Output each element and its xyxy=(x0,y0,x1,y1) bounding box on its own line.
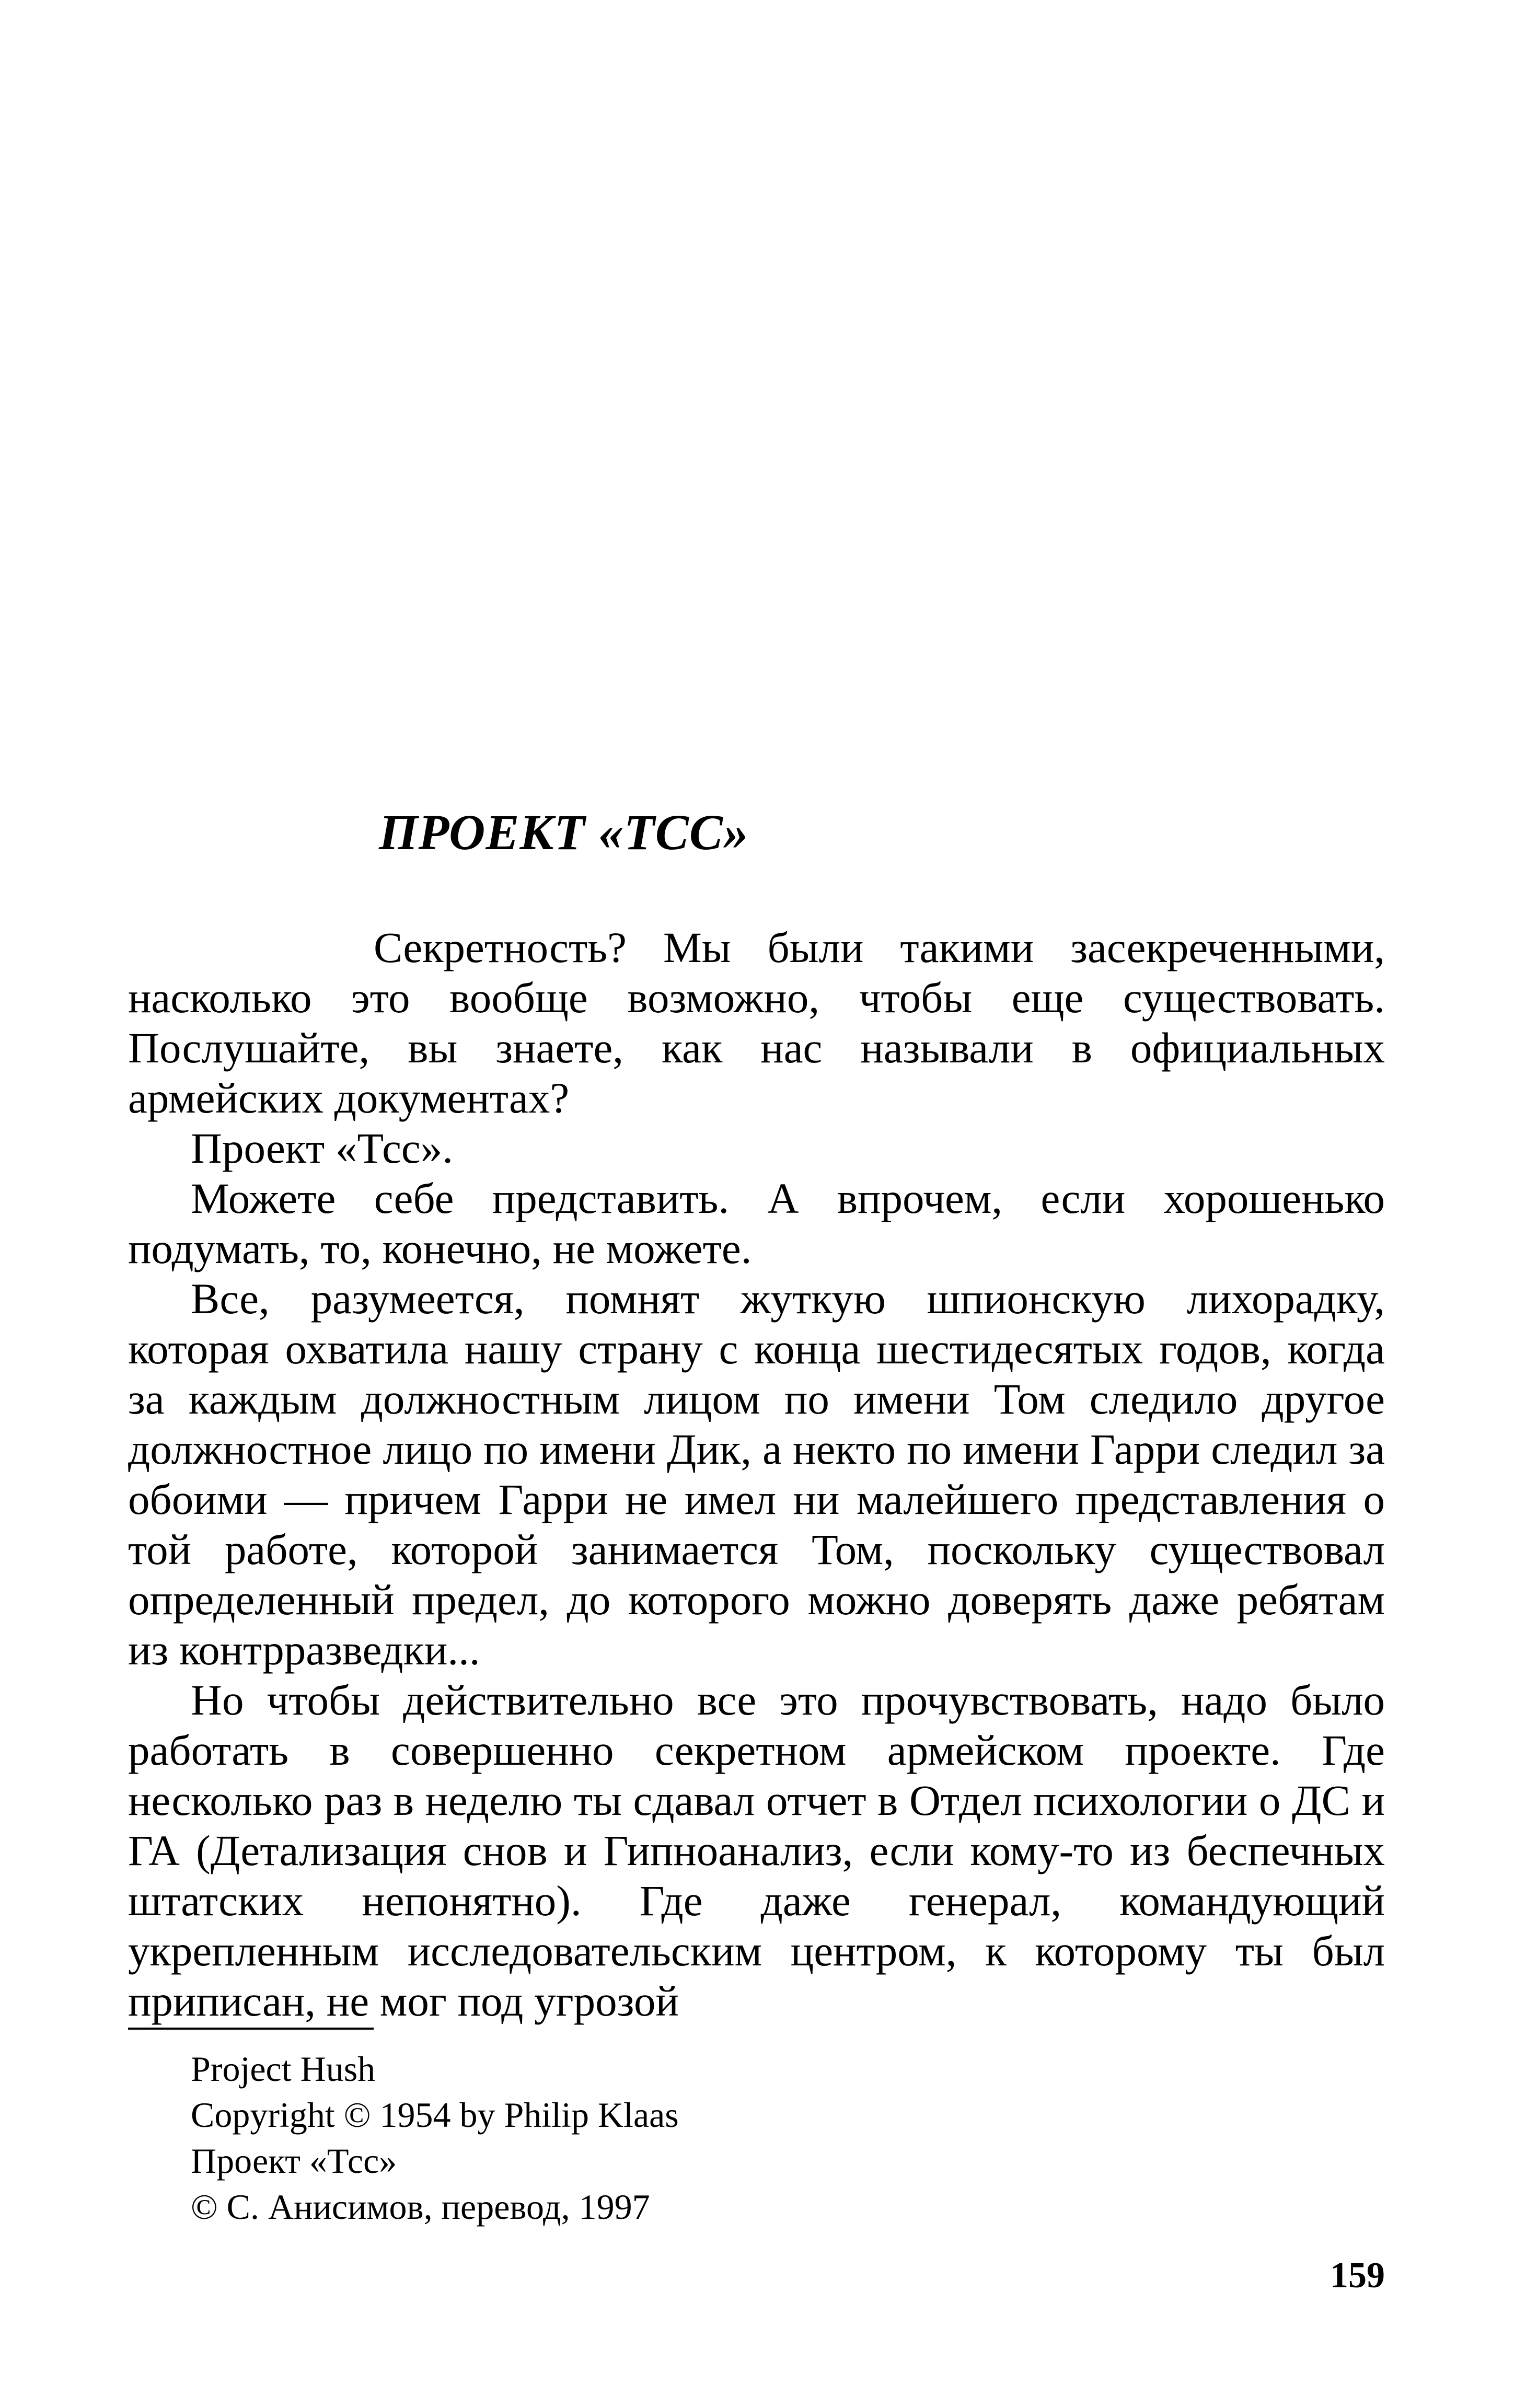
footnote-divider xyxy=(128,2028,374,2030)
story-title: ПРОЕКТ «ТСС» xyxy=(379,804,749,860)
page-number: 159 xyxy=(1330,2255,1385,2296)
paragraph-4: Все, разумеется, помнят жуткую шпионскую лихорадку, которая охватила нашу страну с конца шестидесятых годов, когда за каждым должностным лицом по имени Том следило другое должностное лицо по имени Дик, а некто по имени Гарри следил за обоими — причем Гарри не имел ни малейшего представления о той работе, которой занимается Том, поскольку существовал определенный предел, до которого можно доверять даже ребятам из контрразведки... xyxy=(128,1275,1385,1674)
story-body xyxy=(128,922,1385,2026)
footnote-translation-credit: © С. Анисимов, перевод, 1997 xyxy=(191,2187,650,2227)
paragraph-2: Проект «Тсс». xyxy=(191,1124,454,1172)
footnote-original-title: Project Hush xyxy=(191,2049,376,2089)
footnote-translated-title: Проект «Тсс» xyxy=(191,2141,397,2181)
footnote-copyright: Copyright © 1954 by Philip Klaas xyxy=(191,2095,679,2135)
footnotes xyxy=(191,2046,679,2230)
paragraph-1: Секретность? Мы были такими засекреченными, насколько это вообще возможно, чтобы еще существовать. Послушайте, вы знаете, как нас называли в официальных армейских документах? xyxy=(128,923,1385,1122)
paragraph-5: Но чтобы действительно все это прочувствовать, надо было работать в совершенно секретном армейском проекте. Где несколько раз в неделю ты сдавал отчет в Отдел психологии о ДС и ГА (Детализация снов и Гипноанализ, если кому-то из беспечных штатских непонятно). Где даже генерал, командующий укрепленным исследовательским центром, к которому ты был приписан, не мог под угрозой xyxy=(128,1676,1385,2025)
paragraph-3: Можете себе представить. А впрочем, если хорошенько подумать, то, конечно, не можете. xyxy=(128,1174,1385,1272)
